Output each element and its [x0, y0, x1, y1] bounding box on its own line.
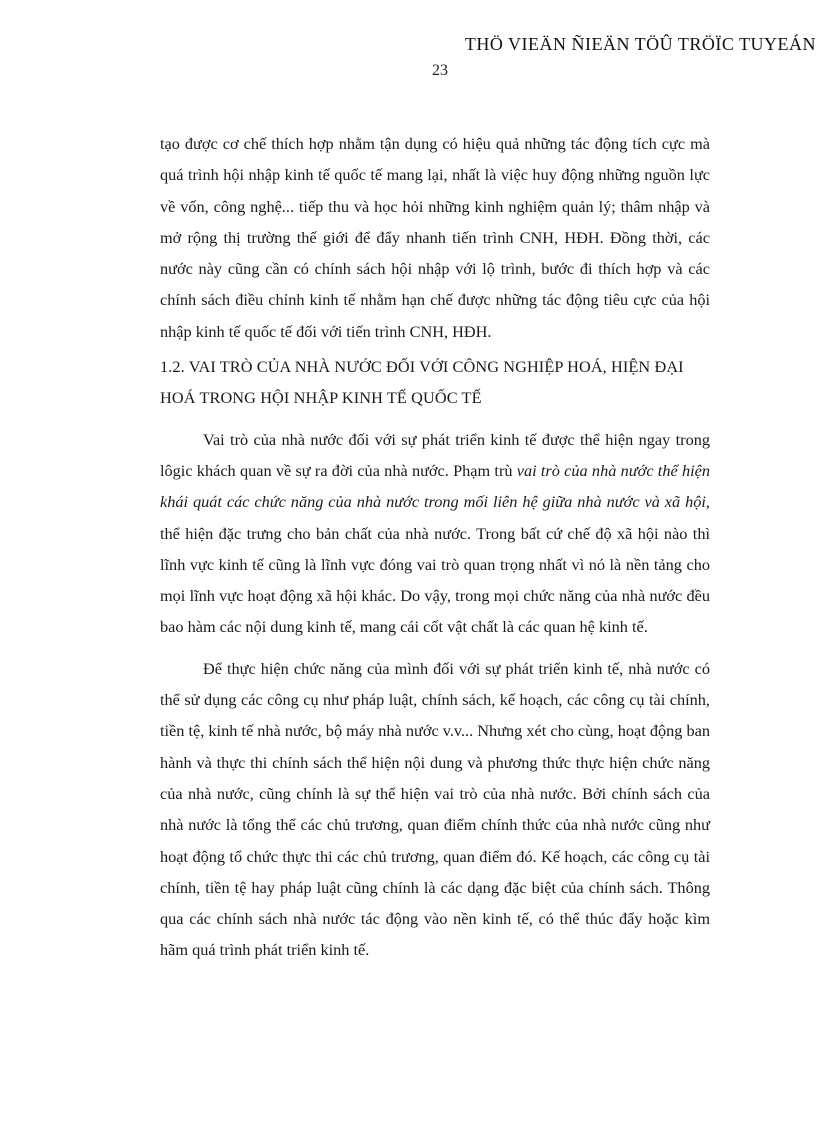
body-content [160, 128, 710, 966]
paragraph-text: , thể hiện đặc trưng cho bản chất của nhà nước. Trong bất cứ chế độ xã hội nào thì lĩnh vực kinh tế cũng là lĩnh vực đóng vai trò quan trọng nhất vì nó là nền tảng cho mọi lĩnh vực hoạt động xã hội khác. Do vậy, trong mọi chức năng của nhà nước đều bao hàm các nội dung kinh tế, mang cái cốt vật chất là các quan hệ kinh tế. [160, 492, 710, 637]
page-number: 23 [432, 62, 448, 79]
paragraph-policy-tools: Để thực hiện chức năng của mình đối với sự phát triển kinh tế, nhà nước có thể sử dụng các công cụ như pháp luật, chính sách, kế hoạch, các công cụ tài chính, tiền tệ, kinh tế nhà nước, bộ máy nhà nước v.v... Nhưng xét cho cùng, hoạt động ban hành và thực thi chính sách thể hiện nội dung và phương thức thực hiện chức năng của nhà nước, cũng chính là sự thể hiện vai trò của nhà nước. Bởi chính sách của nhà nước là tổng thể các chủ trương, quan điểm chính thức của nhà nước cũng như hoạt động tổ chức thực thi các chủ trương, quan điểm đó. Kế hoạch, các công cụ tài chính, tiền tệ hay pháp luật cũng chính là các dạng đặc biệt của chính sách. Thông qua các chính sách nhà nước tác động vào nền kinh tế, có thể thúc đẩy hoặc kìm hãm quá trình phát triển kinh tế. [160, 658, 710, 960]
italic-definition: vai trò của nhà nước thể hiện khái quát các chức năng của nhà nước trong mối liên hệ giữa nhà nước và xã hội [160, 460, 710, 512]
paragraph-text: Vai trò của nhà nước đối với sự phát triển kinh tế được thể hiện ngay trong lôgic khách quan về sự ra đời của nhà nước. Phạm trù [160, 429, 710, 480]
header-brand: THÖ VIEÄN ÑIEÄN TÖÛ TRÖÏC TUYEÁN [464, 34, 816, 54]
paragraph-role-of-state [160, 424, 710, 643]
paragraph-continuation: tạo được cơ chế thích hợp nhằm tận dụng có hiệu quả những tác động tích cực mà quá trình hội nhập kinh tế quốc tế mang lại, nhất là việc huy động những nguồn lực về vốn, công nghệ... tiếp thu và học hỏi những kinh nghiệm quản lý; thâm nhập và mở rộng thị trường thế giới để đẩy nhanh tiến trình CNH, HĐH. Đồng thời, các nước này cũng cần có chính sách hội nhập với lộ trình, bước đi thích hợp và các chính sách điều chỉnh kinh tế nhằm hạn chế được những tác động tiêu cực của hội nhập kinh tế quốc tế đối với tiến trình CNH, HĐH. [160, 134, 710, 341]
section-heading: 1.2. VAI TRÒ CỦA NHÀ NƯỚC ĐỐI VỚI CÔNG NGHIỆP HOÁ, HIỆN ĐẠI HOÁ TRONG HỘI NHẬP KINH TẾ QUỐC TẾ [160, 357, 684, 408]
